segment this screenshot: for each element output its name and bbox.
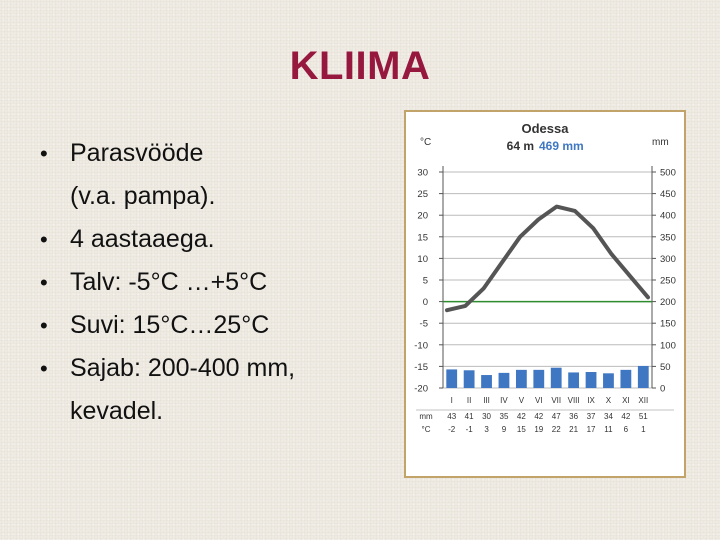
table-temp-value: 3 bbox=[484, 425, 489, 434]
temp-tick-label: 0 bbox=[422, 297, 428, 309]
table-temp-value: 9 bbox=[501, 425, 507, 434]
precip-tick-label: 250 bbox=[660, 275, 676, 287]
table-temp-value: 6 bbox=[623, 425, 629, 434]
table-mm-value: 51 bbox=[638, 412, 648, 421]
table-temp-value: 17 bbox=[586, 425, 596, 434]
table-temp-value: 1 bbox=[641, 425, 646, 434]
table-temp-value: 11 bbox=[604, 425, 613, 434]
bullet-text: Parasvööde bbox=[70, 139, 204, 167]
month-label: IX bbox=[587, 396, 595, 405]
table-temp-value: 21 bbox=[569, 425, 579, 434]
temp-tick-label: 10 bbox=[417, 253, 428, 265]
precip-tick-label: 0 bbox=[660, 383, 666, 395]
table-temp-value: -1 bbox=[465, 425, 473, 434]
month-label: III bbox=[483, 396, 490, 405]
table-mm-value: 42 bbox=[534, 412, 544, 421]
climate-chart bbox=[406, 112, 684, 476]
bullet-item bbox=[40, 347, 400, 433]
table-temp-value: -2 bbox=[448, 425, 456, 434]
table-mm-value: 35 bbox=[499, 412, 509, 421]
month-label: XII bbox=[638, 396, 649, 405]
bullet-dot: • bbox=[40, 227, 48, 252]
temp-tick-label: 30 bbox=[417, 167, 428, 179]
precip-bar bbox=[620, 370, 631, 388]
table-temp-value: 22 bbox=[551, 425, 561, 434]
bullet-text: 4 aastaaega. bbox=[70, 225, 215, 253]
precip-bar bbox=[464, 370, 475, 388]
temp-tick-label: 25 bbox=[417, 189, 428, 201]
bullet-dot: • bbox=[40, 356, 48, 381]
month-label: VIII bbox=[567, 396, 580, 405]
precip-tick-label: 400 bbox=[660, 210, 676, 222]
slide-title: KLIIMA bbox=[289, 44, 431, 88]
precip-bar bbox=[568, 372, 579, 388]
table-temp-value: 15 bbox=[516, 425, 526, 434]
bullet-item bbox=[40, 218, 400, 261]
precip-tick-label: 100 bbox=[660, 340, 676, 352]
bullet-text: Sajab: 200-400 mm, bbox=[70, 354, 296, 382]
bullet-dot: • bbox=[40, 141, 48, 166]
precip-tick-label: 300 bbox=[660, 253, 676, 265]
precip-tick-label: 50 bbox=[660, 361, 671, 373]
precip-bar bbox=[586, 372, 597, 388]
bullet-item bbox=[40, 261, 400, 304]
month-label: V bbox=[518, 396, 525, 405]
bullet-item bbox=[40, 304, 400, 347]
temp-tick-label: -20 bbox=[414, 383, 428, 395]
bullet-text-continued: kevadel. bbox=[70, 397, 164, 425]
temp-tick-label: 20 bbox=[417, 210, 428, 222]
bullet-list bbox=[40, 132, 400, 433]
table-temp-label: °C bbox=[421, 425, 431, 434]
table-mm-value: 36 bbox=[569, 412, 579, 421]
bullet-text-continued: (v.a. pampa). bbox=[70, 182, 216, 210]
precip-bar bbox=[551, 368, 562, 388]
temp-tick-label: 5 bbox=[422, 275, 428, 287]
month-label: II bbox=[466, 396, 472, 405]
table-mm-value: 41 bbox=[464, 412, 474, 421]
bullet-dot: • bbox=[40, 270, 48, 295]
month-label: IV bbox=[500, 396, 508, 405]
precip-bar bbox=[603, 373, 614, 388]
climate-chart-frame bbox=[404, 110, 686, 478]
temp-tick-label: -5 bbox=[419, 318, 428, 330]
precip-bar bbox=[516, 370, 527, 388]
table-mm-value: 34 bbox=[604, 412, 613, 421]
table-mm-label: mm bbox=[419, 412, 433, 421]
table-mm-value: 43 bbox=[447, 412, 457, 421]
table-mm-value: 47 bbox=[551, 412, 561, 421]
temp-tick-label: -10 bbox=[414, 340, 428, 352]
month-label: VII bbox=[551, 396, 562, 405]
table-mm-value: 37 bbox=[586, 412, 596, 421]
precip-unit-label: mm bbox=[652, 137, 669, 148]
precip-tick-label: 200 bbox=[660, 297, 676, 309]
month-label: X bbox=[605, 396, 612, 405]
table-temp-value: 19 bbox=[534, 425, 544, 434]
temp-tick-label: 15 bbox=[417, 232, 428, 244]
bullet-text: Suvi: 15°C…25°C bbox=[70, 311, 270, 339]
bullet-dot: • bbox=[40, 313, 48, 338]
month-label: I bbox=[450, 396, 453, 405]
month-label: XI bbox=[622, 396, 630, 405]
bullet-item bbox=[40, 132, 400, 218]
precip-bar bbox=[533, 370, 544, 388]
table-mm-value: 42 bbox=[621, 412, 631, 421]
bullet-text: Talv: -5°C …+5°C bbox=[70, 268, 268, 296]
elevation-label: 64 m bbox=[506, 139, 534, 153]
temp-tick-label: -15 bbox=[414, 361, 428, 373]
precip-tick-label: 450 bbox=[660, 189, 676, 201]
table-mm-value: 30 bbox=[482, 412, 491, 421]
precip-bar bbox=[499, 373, 510, 388]
precip-tick-label: 150 bbox=[660, 318, 676, 330]
precip-bar bbox=[481, 375, 492, 388]
table-mm-value: 42 bbox=[516, 412, 526, 421]
precip-bar bbox=[446, 369, 457, 388]
precip-tick-label: 500 bbox=[660, 167, 676, 179]
month-label: VI bbox=[535, 396, 543, 405]
precip-bar bbox=[638, 366, 649, 388]
chart-title: Odessa bbox=[521, 121, 569, 136]
annual-precipitation-label: 469 mm bbox=[539, 139, 584, 153]
temp-unit-label: °C bbox=[420, 137, 432, 148]
precip-tick-label: 350 bbox=[660, 232, 676, 244]
